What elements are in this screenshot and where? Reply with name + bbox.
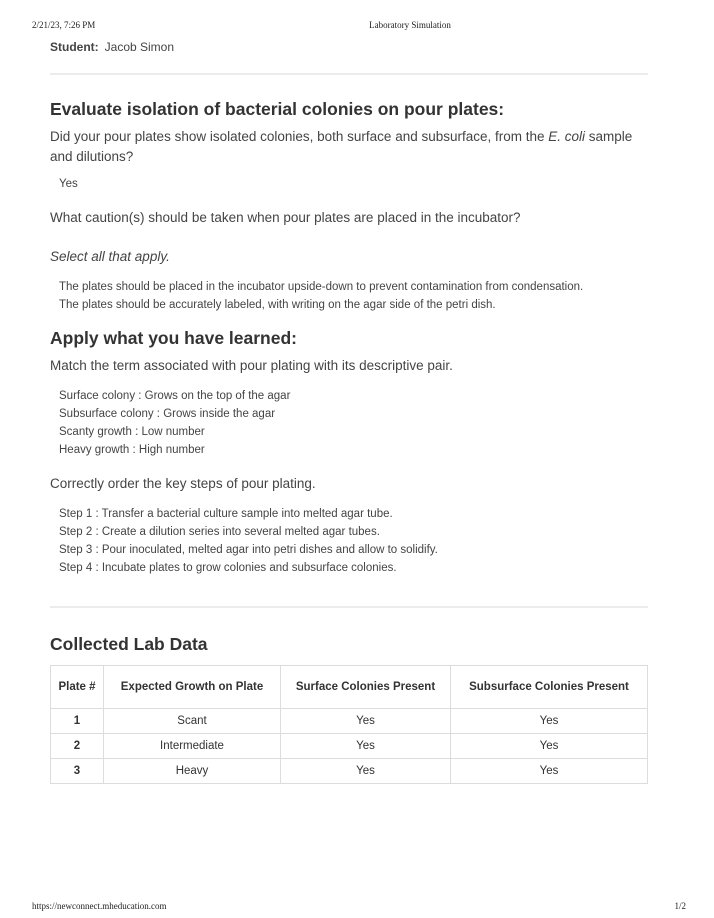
column-header-surface-colonies: Surface Colonies Present xyxy=(281,666,451,709)
column-header-plate: Plate # xyxy=(51,666,104,709)
student-line xyxy=(50,40,648,54)
plate-number: 1 xyxy=(51,709,104,734)
answer-item: Subsurface colony : Grows inside the agar xyxy=(59,408,276,420)
answer-isolated-colonies: Yes xyxy=(59,178,78,190)
answer-item: Heavy growth : High number xyxy=(59,444,205,456)
column-header-subsurface-colonies: Subsurface Colonies Present xyxy=(451,666,648,709)
section-divider xyxy=(50,73,648,75)
student-name: Jacob Simon xyxy=(104,40,175,54)
student-label: Student: xyxy=(50,40,99,54)
expected-growth: Scant xyxy=(104,709,281,734)
answer-incubator-caution xyxy=(50,278,648,314)
table-row xyxy=(51,734,648,759)
question-incubator-caution: What caution(s) should be taken when pour plates are placed in the incubator? xyxy=(50,210,521,225)
answer-item: Step 2 : Create a dilution series into several melted agar tubes. xyxy=(59,526,380,538)
answer-item: The plates should be placed in the incubator upside-down to prevent contamination from condensation. xyxy=(59,281,584,293)
print-header xyxy=(0,20,714,34)
subsurface-colonies: Yes xyxy=(451,709,648,734)
answer-item: Step 3 : Pour inoculated, melted agar into petri dishes and allow to solidify. xyxy=(59,544,438,556)
section-divider xyxy=(50,606,648,608)
expected-growth: Heavy xyxy=(104,759,281,784)
section-heading-apply: Apply what you have learned: xyxy=(50,328,297,348)
subsurface-colonies: Yes xyxy=(451,759,648,784)
answer-item: Step 4 : Incubate plates to grow colonies and subsurface colonies. xyxy=(59,562,397,574)
report-content xyxy=(50,40,648,784)
answer-item: The plates should be accurately labeled, with writing on the agar side of the petri dish. xyxy=(59,299,496,311)
section-heading-evaluate: Evaluate isolation of bacterial colonies on pour plates: xyxy=(50,99,505,119)
surface-colonies: Yes xyxy=(281,709,451,734)
answer-item: Surface colony : Grows on the top of the agar xyxy=(59,390,291,402)
answer-item: Scanty growth : Low number xyxy=(59,426,205,438)
table-row xyxy=(51,759,648,784)
subsurface-colonies: Yes xyxy=(451,734,648,759)
question-match-terms: Match the term associated with pour plating with its descriptive pair. xyxy=(50,358,453,373)
question-instruction: Select all that apply. xyxy=(50,249,170,264)
column-header-expected-growth: Expected Growth on Plate xyxy=(104,666,281,709)
page-url: https://newconnect.mheducation.com xyxy=(32,901,167,911)
question-isolated-colonies: Did your pour plates show isolated colonies, both surface and subsurface, from the E. coli sample and dilutions? xyxy=(50,129,633,164)
page-number: 1/2 xyxy=(674,901,686,911)
print-footer xyxy=(0,901,714,915)
lab-data-table xyxy=(50,665,648,784)
question-order-steps: Correctly order the key steps of pour plating. xyxy=(50,476,316,491)
surface-colonies: Yes xyxy=(281,734,451,759)
organism-name: E. coli xyxy=(548,129,586,144)
section-heading-lab-data: Collected Lab Data xyxy=(50,634,208,654)
table-row xyxy=(51,709,648,734)
print-title: Laboratory Simulation xyxy=(369,20,451,30)
table-header-row xyxy=(51,666,648,709)
plate-number: 2 xyxy=(51,734,104,759)
print-date: 2/21/23, 7:26 PM xyxy=(32,20,96,30)
answer-order-steps xyxy=(50,505,648,577)
surface-colonies: Yes xyxy=(281,759,451,784)
answer-match-terms xyxy=(50,387,648,459)
answer-item: Step 1 : Transfer a bacterial culture sample into melted agar tube. xyxy=(59,508,393,520)
expected-growth: Intermediate xyxy=(104,734,281,759)
plate-number: 3 xyxy=(51,759,104,784)
